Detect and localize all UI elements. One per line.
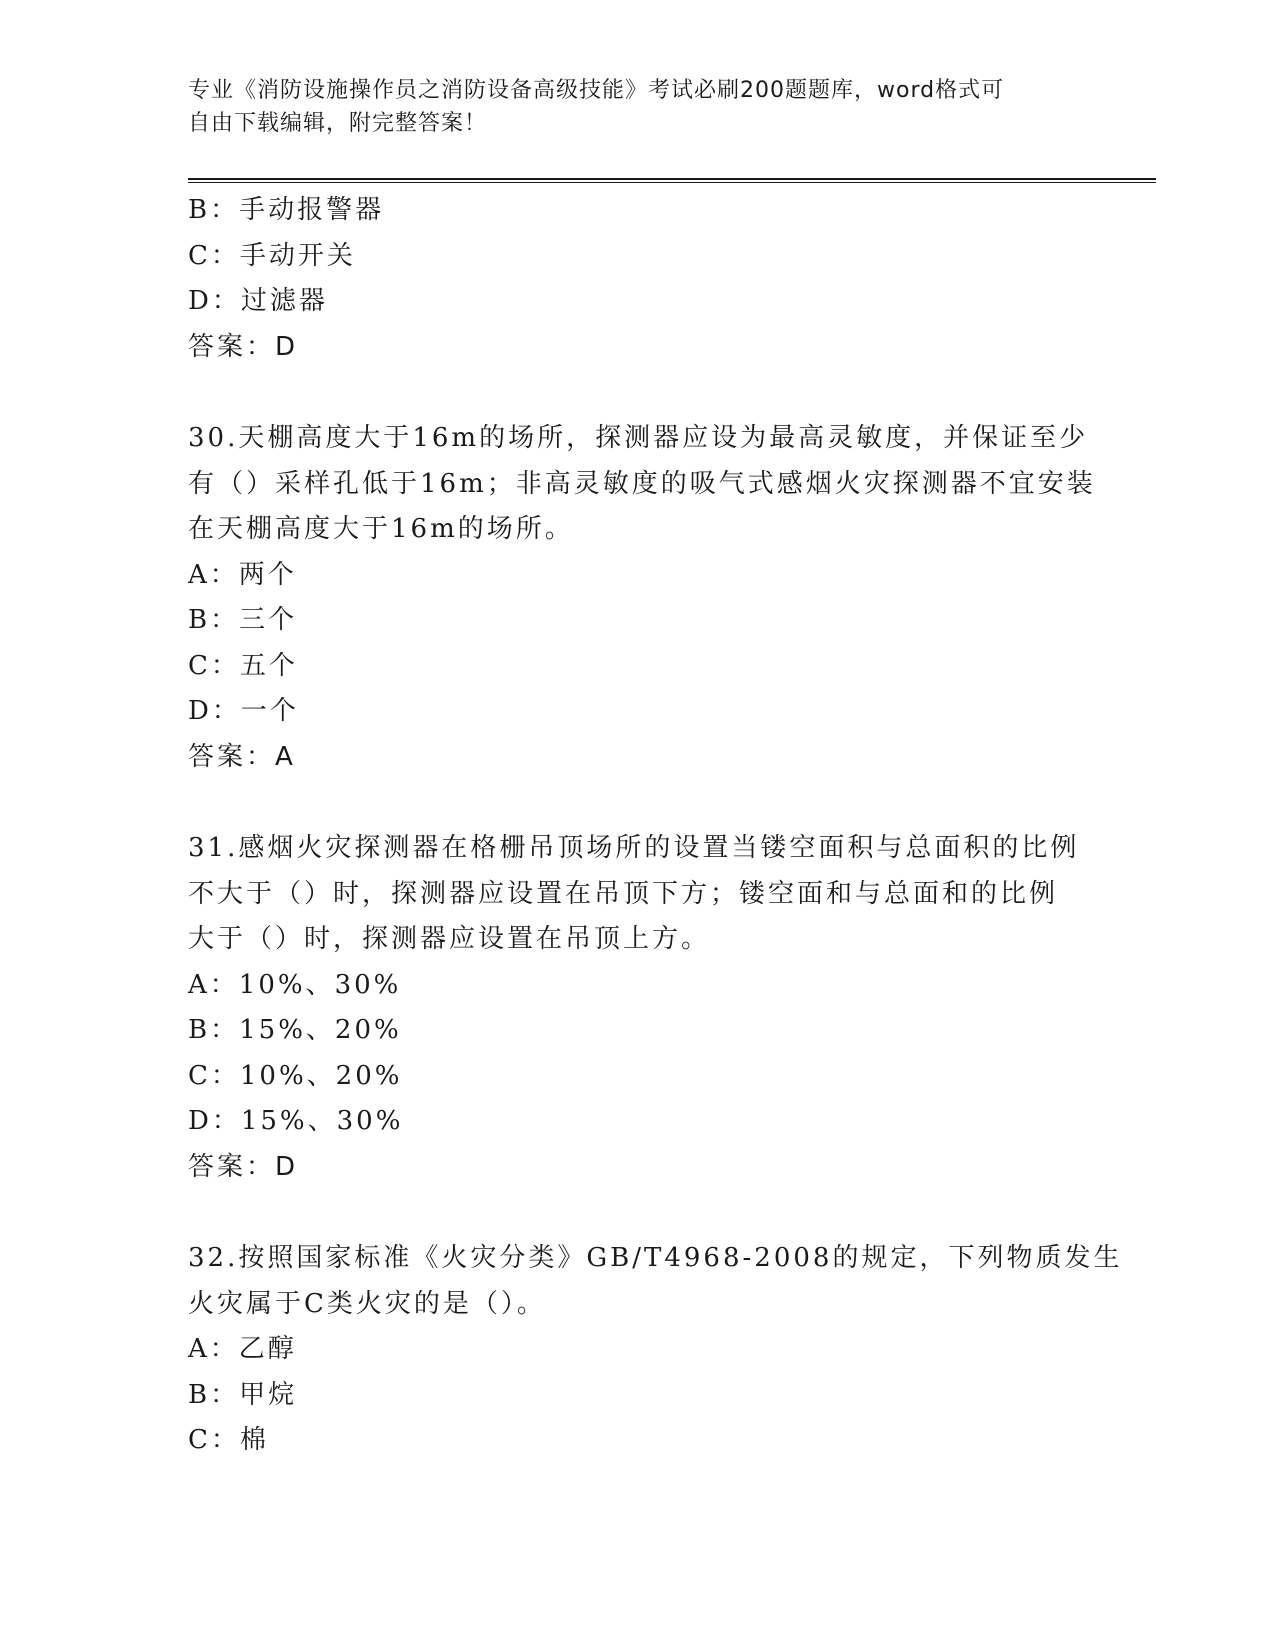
question-stem-line: 不大于（）时，探测器应设置在吊顶下方；镂空面和与总面和的比例 — [188, 878, 1059, 909]
question-stem-line: 30.天棚高度大于16m的场所，探测器应设为最高灵敏度，并保证至少 — [188, 423, 1089, 453]
answer-text: 答案：D — [188, 331, 299, 362]
question-31 — [188, 826, 1088, 1190]
option-c: C：棉 — [188, 1425, 269, 1455]
header-title-line-2: 自由下载编辑，附完整答案！ — [188, 111, 488, 136]
question-stem-line: 有（）采样孔低于16m；非高灵敏度的吸气式感烟火灾探测器不宜安装 — [188, 468, 1096, 499]
option-a: A：乙醇 — [188, 1334, 297, 1364]
question-stem-line: 31.感烟火灾探测器在格栅吊顶场所的设置当镂空面积与总面积的比例 — [188, 833, 1080, 863]
option-a: A：10%、30% — [188, 969, 402, 1000]
spacer — [188, 780, 1088, 826]
question-32 — [188, 1236, 1123, 1464]
question-stem-line: 在天棚高度大于16m的场所。 — [188, 514, 574, 544]
question-30 — [188, 416, 1096, 780]
option-b: B：手动报警器 — [188, 195, 385, 225]
question-stem-line: 火灾属于C类火灾的是（）。 — [188, 1288, 546, 1319]
question-stem-line: 32.按照国家标准《火灾分类》GB/T4968-2008的规定，下列物质发生 — [188, 1243, 1123, 1273]
option-d: D：15%、30% — [188, 1106, 404, 1136]
option-c: C：10%、20% — [188, 1060, 403, 1091]
answer-text: 答案：A — [188, 741, 296, 772]
option-a: A：两个 — [188, 559, 297, 590]
option-b: B：15%、20% — [188, 1015, 402, 1045]
option-c: C：手动开关 — [188, 240, 356, 271]
option-d: D：一个 — [188, 696, 299, 726]
question-29-continuation — [188, 188, 1088, 370]
question-list — [188, 188, 1123, 1464]
header-divider — [188, 178, 1156, 183]
spacer — [188, 1190, 1088, 1236]
option-d: D：过滤器 — [188, 286, 328, 316]
page-header — [188, 74, 1068, 140]
header-title-line-1: 专业《消防设施操作员之消防设备高级技能》考试必刷200题题库，word格式可 — [188, 78, 1005, 103]
option-b: B：三个 — [188, 605, 298, 635]
option-b: B：甲烷 — [188, 1379, 298, 1410]
question-stem-line: 大于（）时，探测器应设置在吊顶上方。 — [188, 924, 711, 954]
spacer — [188, 370, 1088, 416]
answer-text: 答案：D — [188, 1151, 299, 1182]
option-c: C：五个 — [188, 650, 298, 681]
